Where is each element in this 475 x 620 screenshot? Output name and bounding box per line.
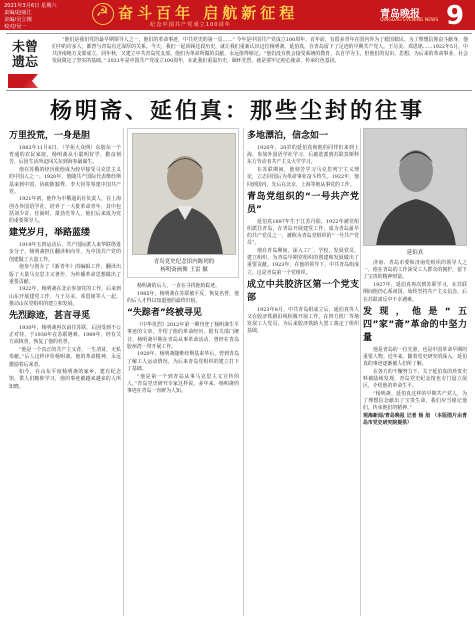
subheading: 先烈踪迹，甚言寻觅 bbox=[9, 311, 91, 322]
edition-date: 2021年3月6日 星期六 bbox=[4, 3, 57, 9]
article-column-2 bbox=[127, 283, 239, 396]
portrait-caption bbox=[128, 258, 240, 274]
article-column-1 bbox=[9, 128, 121, 391]
paragraph: 1882年11月6日，（学苑大众网）东胶东一个普通的农民家庭，杨明斋从小聪明好学，勤奋刻苦，后因生活所迫闯关东到海参崴谋生。 bbox=[9, 145, 121, 166]
paragraph: “他是第一个到青岛从事马克思主义宣传的人。”青岛党史研究专家这样说。多年来，杨明斋的事迹在青岛一直鲜为人知。 bbox=[127, 373, 239, 394]
masthead-banner bbox=[0, 0, 475, 30]
column-divider bbox=[123, 128, 124, 616]
paragraph: 1927年，延伯真再次到苏联学习，在苏联期间他仍心系祖国，始终坚持共产主义信念，后在苏联肃反中不幸遇难。 bbox=[363, 282, 467, 303]
paragraph: 1921年初，他作为中俄通讯社负责人，在上海创办外国语学社，培养了一大批革命青年，其中包括刘少奇、任弼时、萧劲光等人，他们后来成为党的重要领导人。 bbox=[9, 196, 121, 225]
paragraph: 在各方的不懈努力下，关于延伯真的珍贵史料被陆续发现，青岛党史纪念馆也专门设立展区，介绍他的革命生平。 bbox=[363, 368, 467, 390]
portrait-drawing bbox=[133, 134, 236, 255]
paragraph: 1930年，杨明斋再次前往苏联，后因受到不公正对待，于1938年在苏联遇难。1989年，经有关方面核查，恢复了他的名誉。 bbox=[9, 325, 121, 346]
paragraph: 他参与创办了《新青年》的编辑工作，翻译出版了大量马克思主义著作，为传播革命思想做出了重要贡献。 bbox=[9, 264, 121, 285]
caption-line: 杨明斋画像 王雷 摄 bbox=[160, 267, 208, 273]
caption-line: 青岛党史纪念馆内陈列的 bbox=[153, 259, 215, 265]
yan-bozhen-photo bbox=[363, 128, 467, 246]
column-divider bbox=[243, 128, 244, 616]
paragraph: 延伯真1897年生于江苏丹阳，1922年被党组织派往青岛，在青岛开展建党工作，成为青岛最早的共产党员之一，被称为青岛党组织的“一号共产党员”。 bbox=[247, 218, 359, 247]
paragraph: 1920年，20岁的延伯真和他的同伴们来到上海，参加外国语学社学习，后被选派到苏联莫斯科东方劳动者共产主义大学学习。 bbox=[247, 145, 359, 166]
article-column-3 bbox=[247, 128, 359, 336]
subheading: 发现，他是“五四”家”斋”革命的中坚力量 bbox=[363, 306, 467, 343]
subheading: “失踪者”终被寻见 bbox=[127, 308, 202, 319]
paragraph: 1920年，杨明斋随维经斯基来华后，曾到青岛了解工人运动情况，为后来青岛党组织的建立打下了基础。 bbox=[127, 351, 239, 372]
page-number: 9 bbox=[446, 1, 465, 31]
edition-info bbox=[4, 3, 74, 31]
newspaper-brand-tag: QINGDAO EVENING NEWS bbox=[380, 18, 439, 23]
party-emblem-icon bbox=[92, 3, 114, 25]
paragraph: 他在青岛期间，深入工厂、学校，发展党员，建立组织，为青岛早期党组织的创建和发展做出了重要贡献。1923年，在他的领导下，中共青岛组成立，这是青岛第一个党组织。 bbox=[247, 248, 359, 276]
paragraph: 在苏联期间，他刻苦学习马克思列宁主义理论，立志回国后为革命事业奋斗终生。1922年，他回到国内，先后在北京、上海等地从事党的工作。 bbox=[247, 167, 359, 188]
paragraph: 1985年，杨明斋在苏联被平反，恢复名誉，他的后人才得以知道他的最终归宿。 bbox=[127, 290, 239, 304]
paragraph: 他是青岛的一位先驱，也是中国革命早期的重要人物。近年来，随着党史研究的深入，延伯真的事迹逐渐被人们所了解。 bbox=[363, 346, 467, 368]
paragraph: “他是一个真正的共产主义者，一生清贫，无私奉献。”后人这样评价杨明斋。他的革命精神，永远激励着后来者。 bbox=[9, 347, 121, 368]
subheading: 成立中共胶济区第一个党支部 bbox=[247, 279, 359, 303]
subheading: 青岛党组织的“一号共产党员” bbox=[247, 191, 359, 215]
editor-line: 责编/赵丽江 bbox=[4, 10, 32, 16]
section-title: 未曾遗忘 bbox=[12, 40, 39, 70]
photo-drawing bbox=[364, 129, 467, 246]
paragraph: 他在苏俄的经历使他成为较早接受马克思主义的中国人之一。1920年，他随共产国际代表维经斯基来到中国，协助陈独秀、李大钊等筹建中国共产党。 bbox=[9, 167, 121, 195]
proofreader-line: 校对/吴一 bbox=[4, 24, 27, 30]
article-credit: 观海新闻/青岛晚报 记者 杨 旭 （本版图片由青岛市党史研究院提供） bbox=[363, 413, 467, 427]
subheading: 多地漂泊，信念如一 bbox=[247, 131, 329, 141]
paragraph: 1922年，杨明斋在北京参加党的工作，后来到山东开展建党工作，与王尽美、邓恩铭等人一起，推动山东党组织的建立和发展。 bbox=[9, 286, 121, 307]
photo-caption: 延伯真 bbox=[406, 250, 424, 256]
paragraph: 1923年8月，中共青岛组成立后，延伯真等人又在胶济铁路沿线积极开展工作，在四方机厂等地发展工人党员，为后来胶济铁路大罢工奠定了组织基础。 bbox=[247, 306, 359, 335]
portrait-figure bbox=[127, 128, 239, 278]
column-divider bbox=[360, 128, 361, 616]
portrait-image bbox=[132, 133, 236, 255]
paragraph: 1919年五四运动后，共产国际派人来华联络进步分子，杨明斋担任翻译和向导，为中国共产党的创建做了大量工作。 bbox=[9, 242, 121, 263]
paragraph: 济南、青岛市委和济南党组织的领导人之一，他在青岛的工作深受工人群众的拥护，留下了宝贵的精神财富。 bbox=[363, 260, 467, 281]
subheading: 建党岁月，举路蓝缕 bbox=[9, 228, 91, 239]
subheading: 万里投荒，一身是胆 bbox=[9, 131, 91, 141]
paragraph: 《中华英烈》2012年第一期刊登了杨明斋生平事迹的文章，介绍了他的革命经历。据有关部门统计，杨明斋早期在青岛从事革命活动，曾经在青岛胶州湾一带开展工作。 bbox=[127, 322, 239, 350]
paragraph: 杨明斋的后人，一直在寻找他的踪迹。 bbox=[137, 283, 221, 289]
article-column-4 bbox=[363, 260, 467, 428]
paragraph: “杨明斋、延伯真这样的早期共产党人，为了理想信念献出了宝贵生命，我们应当铭记他们，传承他们的精神。” bbox=[363, 390, 467, 412]
masthead-subtitle: 纪念中国共产党成立100周年 bbox=[150, 22, 231, 28]
newspaper-brand: 青岛晚报 bbox=[380, 9, 420, 20]
paragraph: 如今，在山东平度杨明斋的家乡，建有纪念馆，供人们瞻仰学习，他的事迹被越来越多的人所知晓。 bbox=[9, 369, 121, 390]
masthead-slogan: 奋斗百年 启航新征程 bbox=[118, 4, 299, 22]
designer-line: 美编/吴立刚 bbox=[4, 17, 32, 23]
intro-paragraph: “他们是我们党的最早期领导人之一，他们的革命事迹，中共党史的第一页……” 今年是中国共产党成立100周年。百年前，有很多青年在国内外为了救国救民、为了理想信仰奋斗献身，他们中的许多人，都曾与青岛有过深厚的关系。今天，我们一起回顾这段历史，就让我们重新认识这位杨明斋、延伯真，在青岛留下了足迹的早期共产党人。王尽美、邓恩铭……1922年5月，中共济南地方支部成立，同年秋，又建立中共青岛党支部。他们为革命所做的贡献，永远值得铭记。“他们没有机会接受系统的教育，以自学为主，但他们的见识、思想，为后来的革命事业、社会发展奠定了坚实的基础。” 2021年是中国共产党成立100周年，在此我们重温历史，缅怀先烈，就是要牢记初心使命，传承红色基因。 bbox=[52, 37, 468, 64]
page-headline: 杨明斋、延伯真：那些尘封的往事 bbox=[49, 99, 425, 124]
